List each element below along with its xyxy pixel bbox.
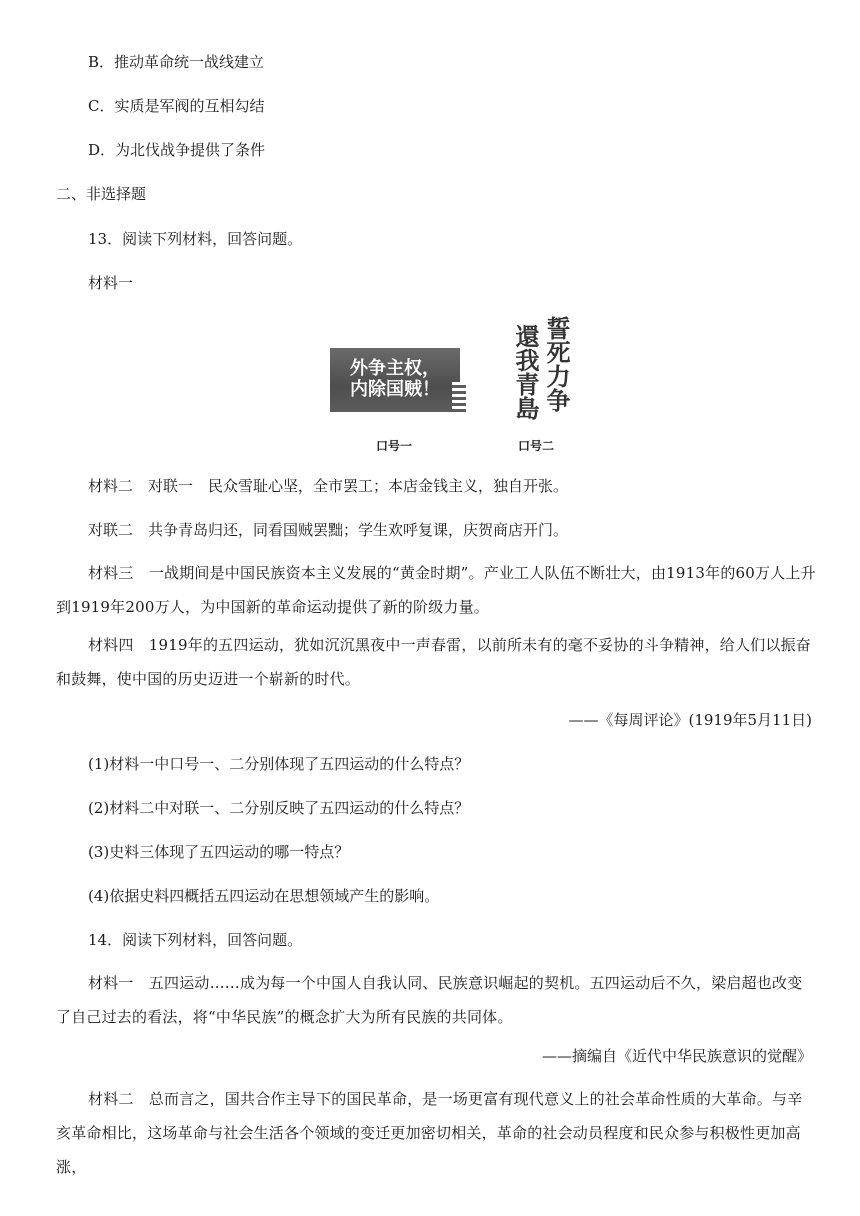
q13-sub4: (4)依据史料四概括五四运动在思想领域产生的影响。 xyxy=(88,887,440,905)
q13-material2-line2: 对联二 共争青岛归还，同看国贼罢黜；学生欢呼复课，庆贺商店开门。 xyxy=(88,521,569,539)
slogan2-col-right xyxy=(543,316,570,428)
slogan2-col-left xyxy=(512,316,539,428)
q13-material4: 材料四 1919年的五四运动，犹如沉沉黑夜中一声春雷，以前所未有的毫不妥协的斗争精神，给人们以振奋和鼓舞，使中国的历史迈进一个崭新的时代。 xyxy=(56,636,811,688)
slogan1-text: 外争主权， 内除国贼！ xyxy=(350,358,440,400)
q14-material1-source: ——摘编自《近代中华民族意识的觉醒》 xyxy=(541,1047,812,1065)
q14-stem: 14．阅读下列材料，回答问题。 xyxy=(88,931,303,949)
q14-material1: 材料一 五四运动……成为每一个中国人自我认同、民族意识崛起的契机。五四运动后不久，梁启超也改变了自己过去的看法，将“中华民族”的概念扩大为所有民族的共同体。 xyxy=(56,974,803,1026)
q13-sub3: (3)史料三体现了五四运动的哪一特点？ xyxy=(88,843,350,861)
slogan2-col2-text: 還我青島 xyxy=(511,324,540,420)
slogan2-col1-text: 誓死力争 xyxy=(542,316,571,412)
torn-edge xyxy=(452,382,466,412)
option-b: B．推动革命统一战线建立 xyxy=(88,53,265,71)
q13-sub1: (1)材料一中口号一、二分别体现了五四运动的什么特点？ xyxy=(88,755,470,773)
q13-material3: 材料三 一战期间是中国民族资本主义发展的“黄金时期”。产业工人队伍不断壮大，由1913年的60万人上升到1919年200万人，为中国新的革命运动提供了新的阶级力量。 xyxy=(56,564,816,616)
option-c: C．实质是军阀的互相勾结 xyxy=(88,97,265,115)
q13-stem: 13．阅读下列材料，回答问题。 xyxy=(88,230,303,248)
caption-slogan2: 口号二 xyxy=(518,439,555,453)
slogan1-image xyxy=(330,348,460,412)
option-d: D．为北伐战争提供了条件 xyxy=(88,141,266,159)
q13-material4-source: ——《每周评论》(1919年5月11日) xyxy=(568,711,812,729)
q13-sub2: (2)材料二中对联一、二分别反映了五四运动的什么特点？ xyxy=(88,799,470,817)
q14-material2: 材料二 总而言之，国共合作主导下的国民革命，是一场更富有现代意义上的社会革命性质的大革命。与辛亥革命相比，这场革命与社会生活各个领域的变迁更加密切相关，革命的社会动员程度和民众参与积极性更加高涨， xyxy=(56,1090,803,1176)
slogan2-image xyxy=(500,316,570,428)
q13-material1-label: 材料一 xyxy=(88,274,134,292)
section-title: 二、非选择题 xyxy=(56,185,147,203)
q13-material2-line1: 材料二 对联一 民众雪耻心坚，全市罢工；本店金钱主义，独自开张。 xyxy=(88,477,569,495)
caption-slogan1: 口号一 xyxy=(376,439,413,453)
